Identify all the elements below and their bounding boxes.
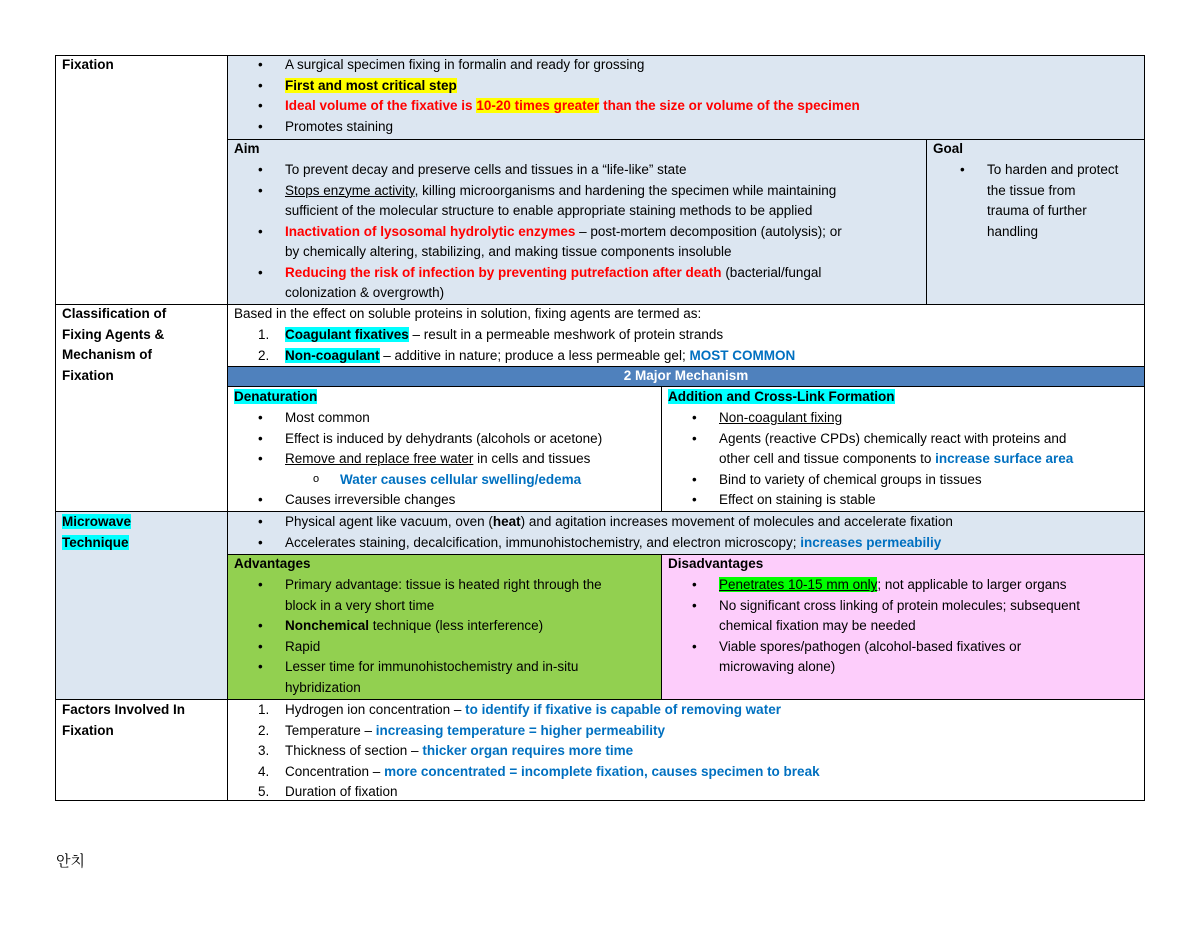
aim-item-text: Stops enzyme activity — [285, 182, 415, 198]
list-item — [228, 346, 1144, 367]
bullet-icon: • — [258, 410, 263, 425]
list-item — [228, 533, 1144, 554]
classification-label — [56, 304, 226, 386]
bullet-icon: • — [258, 57, 263, 72]
list-number: 2. — [258, 722, 270, 738]
bullet-icon: • — [258, 118, 263, 134]
label-line: Fixation — [62, 367, 114, 383]
bullet-icon: • — [692, 471, 697, 487]
factor-text: Duration of fixation — [285, 784, 398, 799]
bullet-icon: • — [258, 514, 263, 529]
mechanism-title: 2 Major Mechanism — [623, 368, 749, 383]
adv-item-bold: Nonchemical — [285, 618, 370, 633]
sub-bullet-icon: o — [313, 472, 320, 485]
aim-list — [228, 160, 925, 304]
list-number: 1. — [258, 327, 270, 342]
list-number: 1. — [258, 702, 270, 717]
bullet-icon: • — [692, 597, 697, 613]
factor-emphasis: increasing temperature = higher permeability — [375, 722, 666, 738]
bullet-icon: • — [258, 264, 263, 280]
label-line: Fixing Agents & — [62, 326, 165, 342]
list-item — [228, 181, 925, 222]
term-emphasis: MOST COMMON — [689, 347, 796, 363]
factor-text: Temperature – — [285, 722, 376, 738]
list-item — [228, 721, 1144, 742]
goal-text: To harden and protect — [987, 162, 1119, 177]
goal-text: handling — [987, 223, 1039, 239]
microwave-item-text: ) and agitation increases movement of molecules and accelerate fixation — [520, 514, 953, 529]
fixation-list — [228, 55, 1144, 137]
bullet-icon: • — [692, 430, 697, 446]
list-item — [228, 575, 660, 616]
bullet-icon: • — [258, 77, 263, 93]
list-item — [228, 657, 660, 698]
disadvantages-list — [662, 575, 1144, 678]
list-item — [662, 429, 1144, 470]
bullet-icon: • — [258, 534, 263, 550]
microwave-item-text: Accelerates staining, decalcification, immunohistochemistry, and electron microscopy; — [285, 534, 801, 550]
list-number: 5. — [258, 784, 270, 799]
factor-emphasis: more concentrated = incomplete fixation, causes specimen to break — [384, 763, 820, 779]
bullet-icon: • — [960, 162, 965, 177]
goal-heading: Goal — [933, 141, 964, 156]
bullet-icon: • — [258, 451, 263, 466]
bullet-icon: • — [258, 492, 263, 507]
aim-item-text: by chemically altering, stabilizing, and making tissue components insoluble — [285, 244, 732, 259]
list-item — [228, 160, 925, 181]
adv-item-text: Lesser time for immunohistochemistry and in-situ — [285, 659, 579, 674]
bullet-icon: • — [258, 577, 263, 592]
factor-text: Thickness of section – — [285, 743, 423, 758]
list-item — [228, 96, 1144, 117]
list-number: 4. — [258, 763, 270, 779]
microwave-item-bold: heat — [492, 514, 521, 529]
list-item — [228, 762, 1144, 783]
list-item — [228, 782, 1144, 803]
list-item — [228, 117, 1144, 138]
microwave-item-emphasis: increases permeabiliy — [800, 534, 942, 550]
aim-item-text: – post-mortem decomposition (autolysis); or — [575, 223, 842, 239]
dis-item-text: Viable spores/pathogen (alcohol-based fixatives or — [719, 638, 1022, 654]
list-number: 2. — [258, 347, 270, 363]
aim-item-text: colonization & overgrowth) — [285, 285, 445, 300]
denat-item-text: in cells and tissues — [473, 451, 591, 466]
fixation-item-text: Ideal volume of the fixative is — [285, 98, 477, 113]
adv-item-text: Rapid — [285, 638, 321, 654]
label-line: Microwave — [62, 514, 132, 529]
cross-item-text: Effect on staining is stable — [719, 492, 876, 507]
denaturation-heading-wrap — [228, 387, 660, 408]
microwave-item-text: Physical agent like vacuum, oven ( — [285, 514, 493, 529]
factor-text: Concentration – — [285, 763, 385, 779]
list-item — [662, 637, 1144, 678]
term-highlight: Non-coagulant — [285, 347, 380, 363]
factors-list — [228, 700, 1144, 803]
cross-item-text: Bind to variety of chemical groups in tissues — [719, 471, 982, 487]
cross-item-text: other cell and tissue components to — [719, 451, 936, 466]
dis-item-text: microwaving alone) — [719, 659, 836, 674]
advantages-heading: Advantages — [234, 556, 311, 571]
list-item — [228, 222, 925, 263]
bullet-icon: • — [258, 182, 263, 198]
list-item — [228, 490, 660, 511]
denat-sub-item-text: Water causes cellular swelling/edema — [340, 471, 582, 487]
bullet-icon: • — [692, 492, 697, 507]
classification-list — [228, 325, 1144, 366]
factor-emphasis: to identify if fixative is capable of removing water — [465, 702, 781, 717]
bullet-icon: • — [258, 638, 263, 654]
list-item — [228, 512, 1144, 533]
footer-text: 안치 — [56, 853, 85, 870]
goal-list — [927, 160, 1144, 242]
goal-section — [927, 139, 1144, 160]
label-line: Classification of — [62, 306, 167, 321]
aim-item-text: sufficient of the molecular structure to enable appropriate staining methods to be applied — [285, 203, 813, 218]
list-item — [662, 596, 1144, 637]
aim-heading: Aim — [234, 141, 260, 156]
cross-item-text: Non-coagulant fixing — [719, 410, 843, 425]
microwave-label — [56, 512, 226, 553]
factor-text: Hydrogen ion concentration – — [285, 702, 466, 717]
list-item — [927, 160, 1144, 242]
list-item — [228, 470, 660, 491]
bullet-icon: • — [258, 98, 263, 113]
denaturation-list — [228, 408, 660, 511]
dis-item-highlight: Penetrates 10-15 mm only — [719, 577, 878, 592]
adv-item-text: hybridization — [285, 679, 361, 695]
fixation-item-text: than the size or volume of the specimen — [599, 98, 860, 113]
list-item — [228, 408, 660, 429]
bullet-icon: • — [258, 430, 263, 446]
denat-item-text: Remove and replace free water — [285, 451, 474, 466]
adv-item-text: Primary advantage: tissue is heated right through the — [285, 577, 602, 592]
fixation-item-text: A surgical specimen fixing in formalin and ready for grossing — [285, 57, 645, 72]
label-line: Technique — [62, 534, 129, 550]
denat-item-text: Effect is induced by dehydrants (alcohols or acetone) — [285, 430, 603, 446]
list-item — [228, 637, 660, 658]
denat-item-text: Most common — [285, 410, 370, 425]
bullet-icon: • — [258, 162, 263, 177]
advantages-list — [228, 575, 660, 698]
cross-item-text: Agents (reactive CPDs) chemically react with proteins and — [719, 430, 1067, 446]
list-item — [228, 263, 925, 304]
microwave-list — [228, 512, 1144, 553]
list-item — [228, 429, 660, 450]
list-item — [228, 76, 1144, 97]
crosslink-heading: Addition and Cross-Link Formation — [668, 389, 895, 404]
label-line: Factors Involved In — [62, 702, 186, 717]
fixation-item-highlight: 10-20 times greater — [476, 98, 600, 113]
cross-item-emphasis: increase surface area — [935, 451, 1074, 466]
factors-label — [56, 700, 226, 741]
crosslink-list — [662, 408, 1144, 511]
bullet-icon: • — [258, 659, 263, 674]
aim-item-text: (bacterial/fungal — [721, 264, 822, 280]
aim-item-text: Inactivation of lysosomal hydrolytic enzymes — [285, 223, 576, 239]
list-item — [228, 616, 660, 637]
term-text: – result in a permeable meshwork of protein strands — [408, 327, 724, 342]
crosslink-heading-wrap — [662, 387, 1144, 408]
goal-text: trauma of further — [987, 203, 1087, 218]
term-highlight: Coagulant fixatives — [285, 327, 409, 342]
bullet-icon: • — [258, 223, 263, 239]
classification-intro: Based in the effect on soluble proteins in solution, fixing agents are termed as: — [234, 306, 702, 321]
bullet-icon: • — [692, 577, 697, 592]
term-text: – additive in nature; produce a less permeable gel; — [379, 347, 690, 363]
aim-section — [228, 139, 925, 160]
label-line: Fixation — [62, 722, 114, 738]
list-item — [228, 700, 1144, 721]
denaturation-heading: Denaturation — [234, 389, 318, 404]
list-item — [662, 490, 1144, 511]
fixation-item-text: Promotes staining — [285, 118, 394, 134]
list-item — [662, 408, 1144, 429]
list-item — [662, 575, 1144, 596]
dis-item-text: No significant cross linking of protein molecules; subsequent — [719, 597, 1080, 613]
bullet-icon: • — [258, 618, 263, 633]
bullet-icon: • — [692, 638, 697, 654]
bullet-icon: • — [692, 410, 697, 425]
aim-item-text: Reducing the risk of infection by preventing putrefaction after death — [285, 264, 722, 280]
list-item — [228, 55, 1144, 76]
list-item — [662, 470, 1144, 491]
adv-item-text: block in a very short time — [285, 597, 435, 613]
label-line: Mechanism of — [62, 347, 153, 362]
list-item — [228, 449, 660, 470]
adv-item-text: technique (less interference) — [369, 618, 544, 633]
goal-text: the tissue from — [987, 182, 1076, 198]
aim-item-text: To prevent decay and preserve cells and tissues in a “life-like” state — [285, 162, 687, 177]
list-number: 3. — [258, 743, 270, 758]
dis-item-text: ; not applicable to larger organs — [877, 577, 1067, 592]
fixation-label: Fixation — [62, 57, 114, 72]
factor-emphasis: thicker organ requires more time — [422, 743, 634, 758]
list-item — [228, 325, 1144, 346]
disadvantages-heading: Disadvantages — [668, 556, 764, 571]
list-item — [228, 741, 1144, 762]
denat-item-text: Causes irreversible changes — [285, 492, 456, 507]
fixation-label-cell — [55, 55, 227, 304]
dis-item-text: chemical fixation may be needed — [719, 618, 916, 633]
fixation-item-text: First and most critical step — [285, 77, 457, 93]
aim-item-text: , killing microorganisms and hardening the specimen while maintaining — [414, 182, 837, 198]
